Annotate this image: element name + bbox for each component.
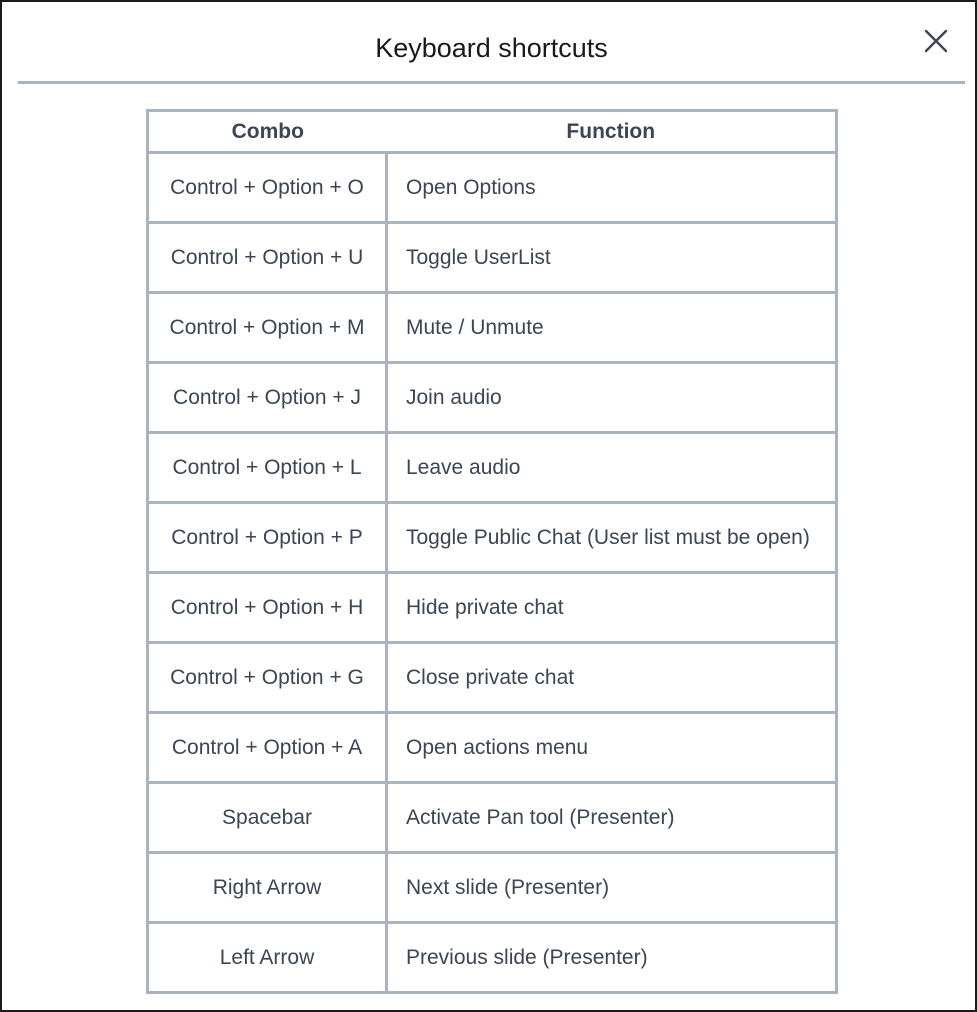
shortcut-combo: Left Arrow xyxy=(148,923,387,993)
shortcuts-table xyxy=(146,109,838,994)
table-header xyxy=(148,111,837,153)
close-button[interactable] xyxy=(921,26,951,56)
shortcut-combo: Control + Option + U xyxy=(148,223,387,293)
shortcut-function: Mute / Unmute xyxy=(387,293,837,363)
table-row xyxy=(148,153,837,223)
table-row xyxy=(148,433,837,503)
shortcut-combo: Control + Option + P xyxy=(148,503,387,573)
shortcut-combo: Control + Option + H xyxy=(148,573,387,643)
table-row xyxy=(148,923,837,993)
shortcut-combo: Control + Option + G xyxy=(148,643,387,713)
table-header-row xyxy=(148,111,837,153)
shortcut-function: Toggle Public Chat (User list must be open) xyxy=(387,503,837,573)
shortcut-combo: Right Arrow xyxy=(148,853,387,923)
shortcut-combo: Control + Option + O xyxy=(148,153,387,223)
shortcut-function: Hide private chat xyxy=(387,573,837,643)
table-row xyxy=(148,223,837,293)
shortcut-function: Open Options xyxy=(387,153,837,223)
shortcut-function: Leave audio xyxy=(387,433,837,503)
shortcut-function: Join audio xyxy=(387,363,837,433)
table-body xyxy=(148,153,837,993)
shortcut-function: Open actions menu xyxy=(387,713,837,783)
table-row xyxy=(148,363,837,433)
table-row xyxy=(148,503,837,573)
shortcut-function: Close private chat xyxy=(387,643,837,713)
shortcut-function: Previous slide (Presenter) xyxy=(387,923,837,993)
shortcut-combo: Spacebar xyxy=(148,783,387,853)
shortcut-function: Activate Pan tool (Presenter) xyxy=(387,783,837,853)
shortcut-function: Next slide (Presenter) xyxy=(387,853,837,923)
shortcut-combo: Control + Option + A xyxy=(148,713,387,783)
shortcut-combo: Control + Option + L xyxy=(148,433,387,503)
table-row xyxy=(148,713,837,783)
table-row xyxy=(148,293,837,363)
table-row xyxy=(148,783,837,853)
close-icon xyxy=(921,26,951,56)
shortcut-combo: Control + Option + J xyxy=(148,363,387,433)
table-row xyxy=(148,643,837,713)
combo-column-header: Combo xyxy=(148,111,387,153)
dialog-title: Keyboard shortcuts xyxy=(375,33,608,63)
function-column-header: Function xyxy=(387,111,837,153)
table-row xyxy=(148,573,837,643)
dialog-header xyxy=(18,2,965,84)
shortcut-function: Toggle UserList xyxy=(387,223,837,293)
table-row xyxy=(148,853,837,923)
shortcut-combo: Control + Option + M xyxy=(148,293,387,363)
